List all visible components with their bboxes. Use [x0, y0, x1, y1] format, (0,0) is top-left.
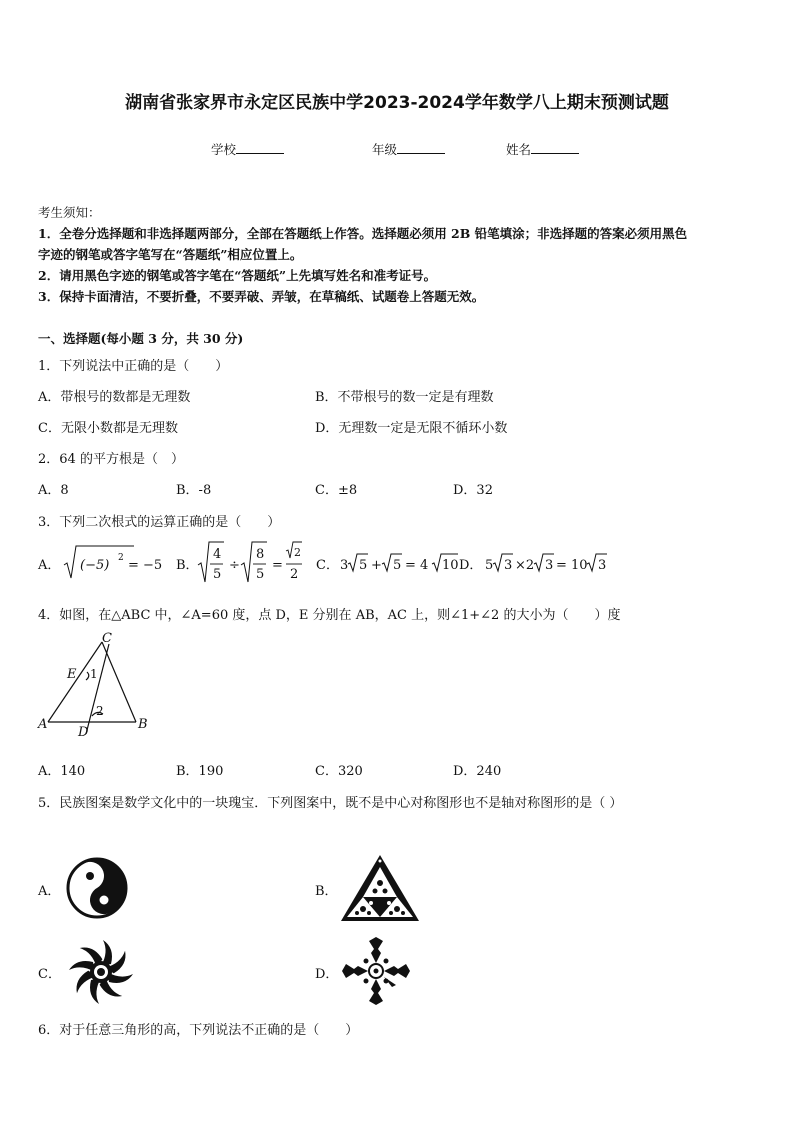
notice-heading: 考生须知：: [38, 205, 101, 220]
name-label: 姓名: [506, 142, 532, 157]
q1-option-a: A．带根号的数都是无理数: [38, 390, 191, 405]
q5-option-a-label: A．: [38, 884, 61, 899]
q3-a-exponent: 2: [118, 553, 124, 563]
q3-c-eq: = 4: [405, 558, 429, 573]
vertex-b-label: B: [138, 717, 148, 732]
q3-b-den3: 2: [290, 567, 299, 582]
q5-stem: 5．民族图案是数学文化中的一块瑰宝．下列图案中，既不是中心对称图形也不是轴对称图形的是（ ）: [38, 796, 623, 811]
q5-option-c-label: C．: [38, 967, 61, 982]
q4-option-a: A．140: [38, 764, 86, 779]
q3-d-times: ×2: [515, 558, 535, 573]
q4-stem: 4．如图，在△ABC 中，∠A=60 度，点 D，E 分别在 AB，AC 上，则∠1+∠2 的大小为（ ）度: [38, 608, 621, 623]
name-blank: [531, 141, 579, 154]
q3-option-a-label: A．: [38, 558, 61, 573]
q3-option-d-label: D．: [459, 558, 483, 573]
grade-blank: [397, 141, 445, 154]
q5-option-b-label: B．: [315, 884, 338, 899]
segment-cb: [102, 642, 136, 722]
q2-stem: 2．64 的平方根是（ ）: [38, 452, 184, 467]
school-field: [211, 140, 284, 158]
q3-d-coef1: 5: [485, 558, 494, 573]
q3-a-inner: (−5): [80, 558, 110, 573]
q3-b-den1: 5: [213, 567, 222, 582]
q3-d-rad2: 3: [545, 558, 554, 573]
cross-flower-icon: [340, 934, 412, 1008]
q3-b-num3: 2: [294, 546, 301, 559]
q3-d-rad1: 3: [504, 558, 513, 573]
notice-item-3: 3．保持卡面清洁，不要折叠，不要弄破、弄皱，在草稿纸、试题卷上答题无效。: [38, 289, 485, 304]
angle-1-label: 1: [90, 667, 98, 681]
q2-option-b: B．-8: [176, 483, 212, 498]
q2-option-d: D．32: [453, 483, 493, 498]
notice-item-1b: 字迹的钢笔或答字笔写在“答题纸”相应位置上。: [38, 247, 303, 262]
q4-option-d: D．240: [453, 764, 502, 779]
school-label: 学校: [211, 142, 237, 157]
notice-item-2: 2．请用黑色字迹的钢笔或答字笔在“答题纸”上先填写姓名和准考证号。: [38, 268, 437, 283]
q1-option-d: D．无理数一定是无限不循环小数: [315, 421, 508, 436]
vertex-a-label: A: [38, 717, 48, 732]
q3-a-rhs: = −5: [128, 558, 163, 573]
name-field: [506, 140, 579, 158]
q3-b-num2: 8: [256, 547, 265, 562]
q4-option-b: B．190: [176, 764, 224, 779]
segment-de: [86, 644, 109, 734]
q3-c-coef1: 3: [340, 558, 349, 573]
triangle-pattern-icon: [339, 853, 421, 923]
point-d-label: D: [78, 725, 89, 740]
segment-ac: [48, 642, 102, 722]
grade-field: [372, 140, 445, 158]
grade-label: 年级: [372, 142, 398, 157]
q3-b-op: ÷: [229, 558, 240, 573]
q5-option-d-label: D．: [315, 967, 339, 982]
q3-option-b-label: B．: [176, 558, 199, 573]
angle-1-arc: [86, 672, 89, 680]
pinwheel-flower-icon: [64, 936, 138, 1008]
q3-option-c-label: C．: [316, 558, 339, 573]
point-e-label: E: [67, 667, 77, 682]
q4-triangle-figure: [34, 630, 164, 742]
q4-option-c: C．320: [315, 764, 363, 779]
q3-c-rad3: 10: [442, 558, 459, 573]
q3-c-plus: +: [371, 558, 382, 573]
q3-b-den2: 5: [256, 567, 265, 582]
page-title: 湖南省张家界市永定区民族中学2023-2024学年数学八上期末预测试题: [125, 93, 669, 113]
q3-b-eq: =: [272, 558, 283, 573]
q1-option-c: C．无限小数都是无理数: [38, 421, 178, 436]
angle-2-label: 2: [96, 704, 104, 718]
yin-yang-icon: [64, 856, 130, 920]
q1-stem: 1．下列说法中正确的是（ ）: [38, 359, 229, 374]
q3-c-rad2: 5: [393, 558, 402, 573]
q6-stem: 6．对于任意三角形的高，下列说法不正确的是（ ）: [38, 1023, 359, 1038]
q3-b-num1: 4: [213, 547, 222, 562]
q3-d-eq: = 10: [556, 558, 588, 573]
q3-options-math: [34, 538, 644, 590]
q3-stem: 3．下列二次根式的运算正确的是（ ）: [38, 515, 281, 530]
q3-c-rad1: 5: [359, 558, 368, 573]
q2-option-c: C．±8: [315, 483, 358, 498]
q1-option-b: B．不带根号的数一定是有理数: [315, 390, 494, 405]
vertex-c-label: C: [102, 631, 112, 646]
section-heading: 一、选择题(每小题 3 分，共 30 分): [38, 331, 244, 346]
school-blank: [236, 141, 284, 154]
q3-d-rad3: 3: [598, 558, 607, 573]
q2-option-a: A．8: [38, 483, 69, 498]
notice-item-1: 1．全卷分选择题和非选择题两部分，全部在答题纸上作答。选择题必须用 2B 铅笔填涂；非选择题的答案必须用黑色: [38, 226, 688, 241]
